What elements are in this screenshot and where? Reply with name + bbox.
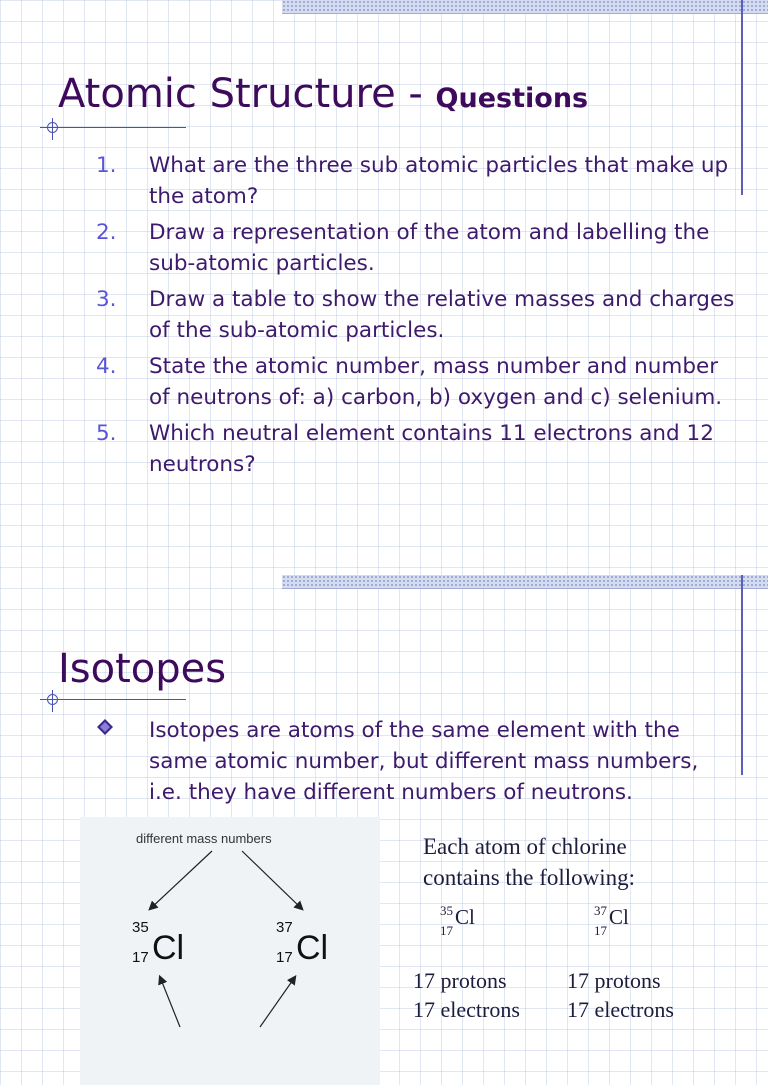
title-bold-text: Questions [435, 83, 589, 114]
bullet-text: Isotopes are atoms of the same element with the same atomic number, but different mass numbers, i.e. they have different numbers of neutrons. [149, 718, 699, 805]
isotope-definition-bullet [96, 715, 736, 808]
protons-count: 17 protons [413, 968, 507, 993]
slide-atomic-structure-questions [0, 0, 768, 512]
question-text: Draw a table to show the relative masses and charges of the sub-atomic particles. [149, 287, 735, 343]
isotope-cl35 [132, 919, 202, 969]
question-text: Draw a representation of the atom and labelling the sub-atomic particles. [149, 220, 710, 276]
question-text: State the atomic number, mass number and number of neutrons of: a) carbon, b) oxygen and c) selenium. [149, 354, 723, 410]
atomic-number: 17 [276, 949, 293, 966]
intro-line: Each atom of chlorine [423, 834, 627, 859]
mass-number: 35 [440, 903, 453, 918]
column-counts [567, 966, 674, 1024]
question-number: 5. [96, 421, 117, 446]
column-counts [413, 966, 520, 1024]
isotope-cl37 [276, 919, 346, 969]
electrons-count: 17 electrons [413, 997, 520, 1022]
slide-title [58, 71, 589, 117]
atomic-number: 17 [440, 923, 453, 938]
circle-ornament-icon [47, 122, 58, 133]
atomic-number: 17 [132, 949, 149, 966]
decorative-vertical-line [741, 0, 743, 195]
question-number: 4. [96, 354, 117, 379]
decorative-vertical-line [741, 575, 743, 775]
question-list [96, 150, 736, 485]
title-main-text: Atomic Structure - [58, 71, 436, 117]
element-symbol: Cl [296, 929, 329, 967]
question-number: 2. [96, 220, 117, 245]
protons-count: 17 protons [567, 968, 661, 993]
element-symbol: Cl [455, 905, 475, 929]
question-item [96, 351, 736, 413]
mass-number: 35 [132, 919, 149, 936]
diagram-label: different mass numbers [136, 831, 272, 846]
slide-title: Isotopes [58, 646, 227, 692]
column-isotope-notation [594, 903, 654, 943]
question-text: What are the three sub atomic particles that make up the atom? [149, 153, 729, 209]
intro-line: contains the following: [423, 865, 636, 890]
mass-number: 37 [594, 903, 607, 918]
isotope-diagram [80, 817, 380, 1085]
mass-number: 37 [276, 919, 293, 936]
chlorine-intro [423, 831, 635, 893]
question-item [96, 217, 736, 279]
question-text: Which neutral element contains 11 electrons and 12 neutrons? [149, 421, 714, 477]
diamond-bullet-icon [96, 718, 114, 736]
question-number: 3. [96, 287, 117, 312]
atomic-number: 17 [594, 923, 607, 938]
title-underline [40, 699, 186, 700]
electrons-count: 17 electrons [567, 997, 674, 1022]
decorative-top-bar [282, 0, 768, 14]
question-number: 1. [96, 153, 117, 178]
title-underline [40, 127, 186, 128]
element-symbol: Cl [609, 905, 629, 929]
slide-isotopes [0, 573, 768, 1085]
element-symbol: Cl [152, 929, 185, 967]
question-item [96, 284, 736, 346]
question-item [96, 150, 736, 212]
circle-ornament-icon [47, 694, 58, 705]
decorative-top-bar [282, 575, 768, 589]
column-isotope-notation [440, 903, 500, 943]
question-item [96, 418, 736, 480]
